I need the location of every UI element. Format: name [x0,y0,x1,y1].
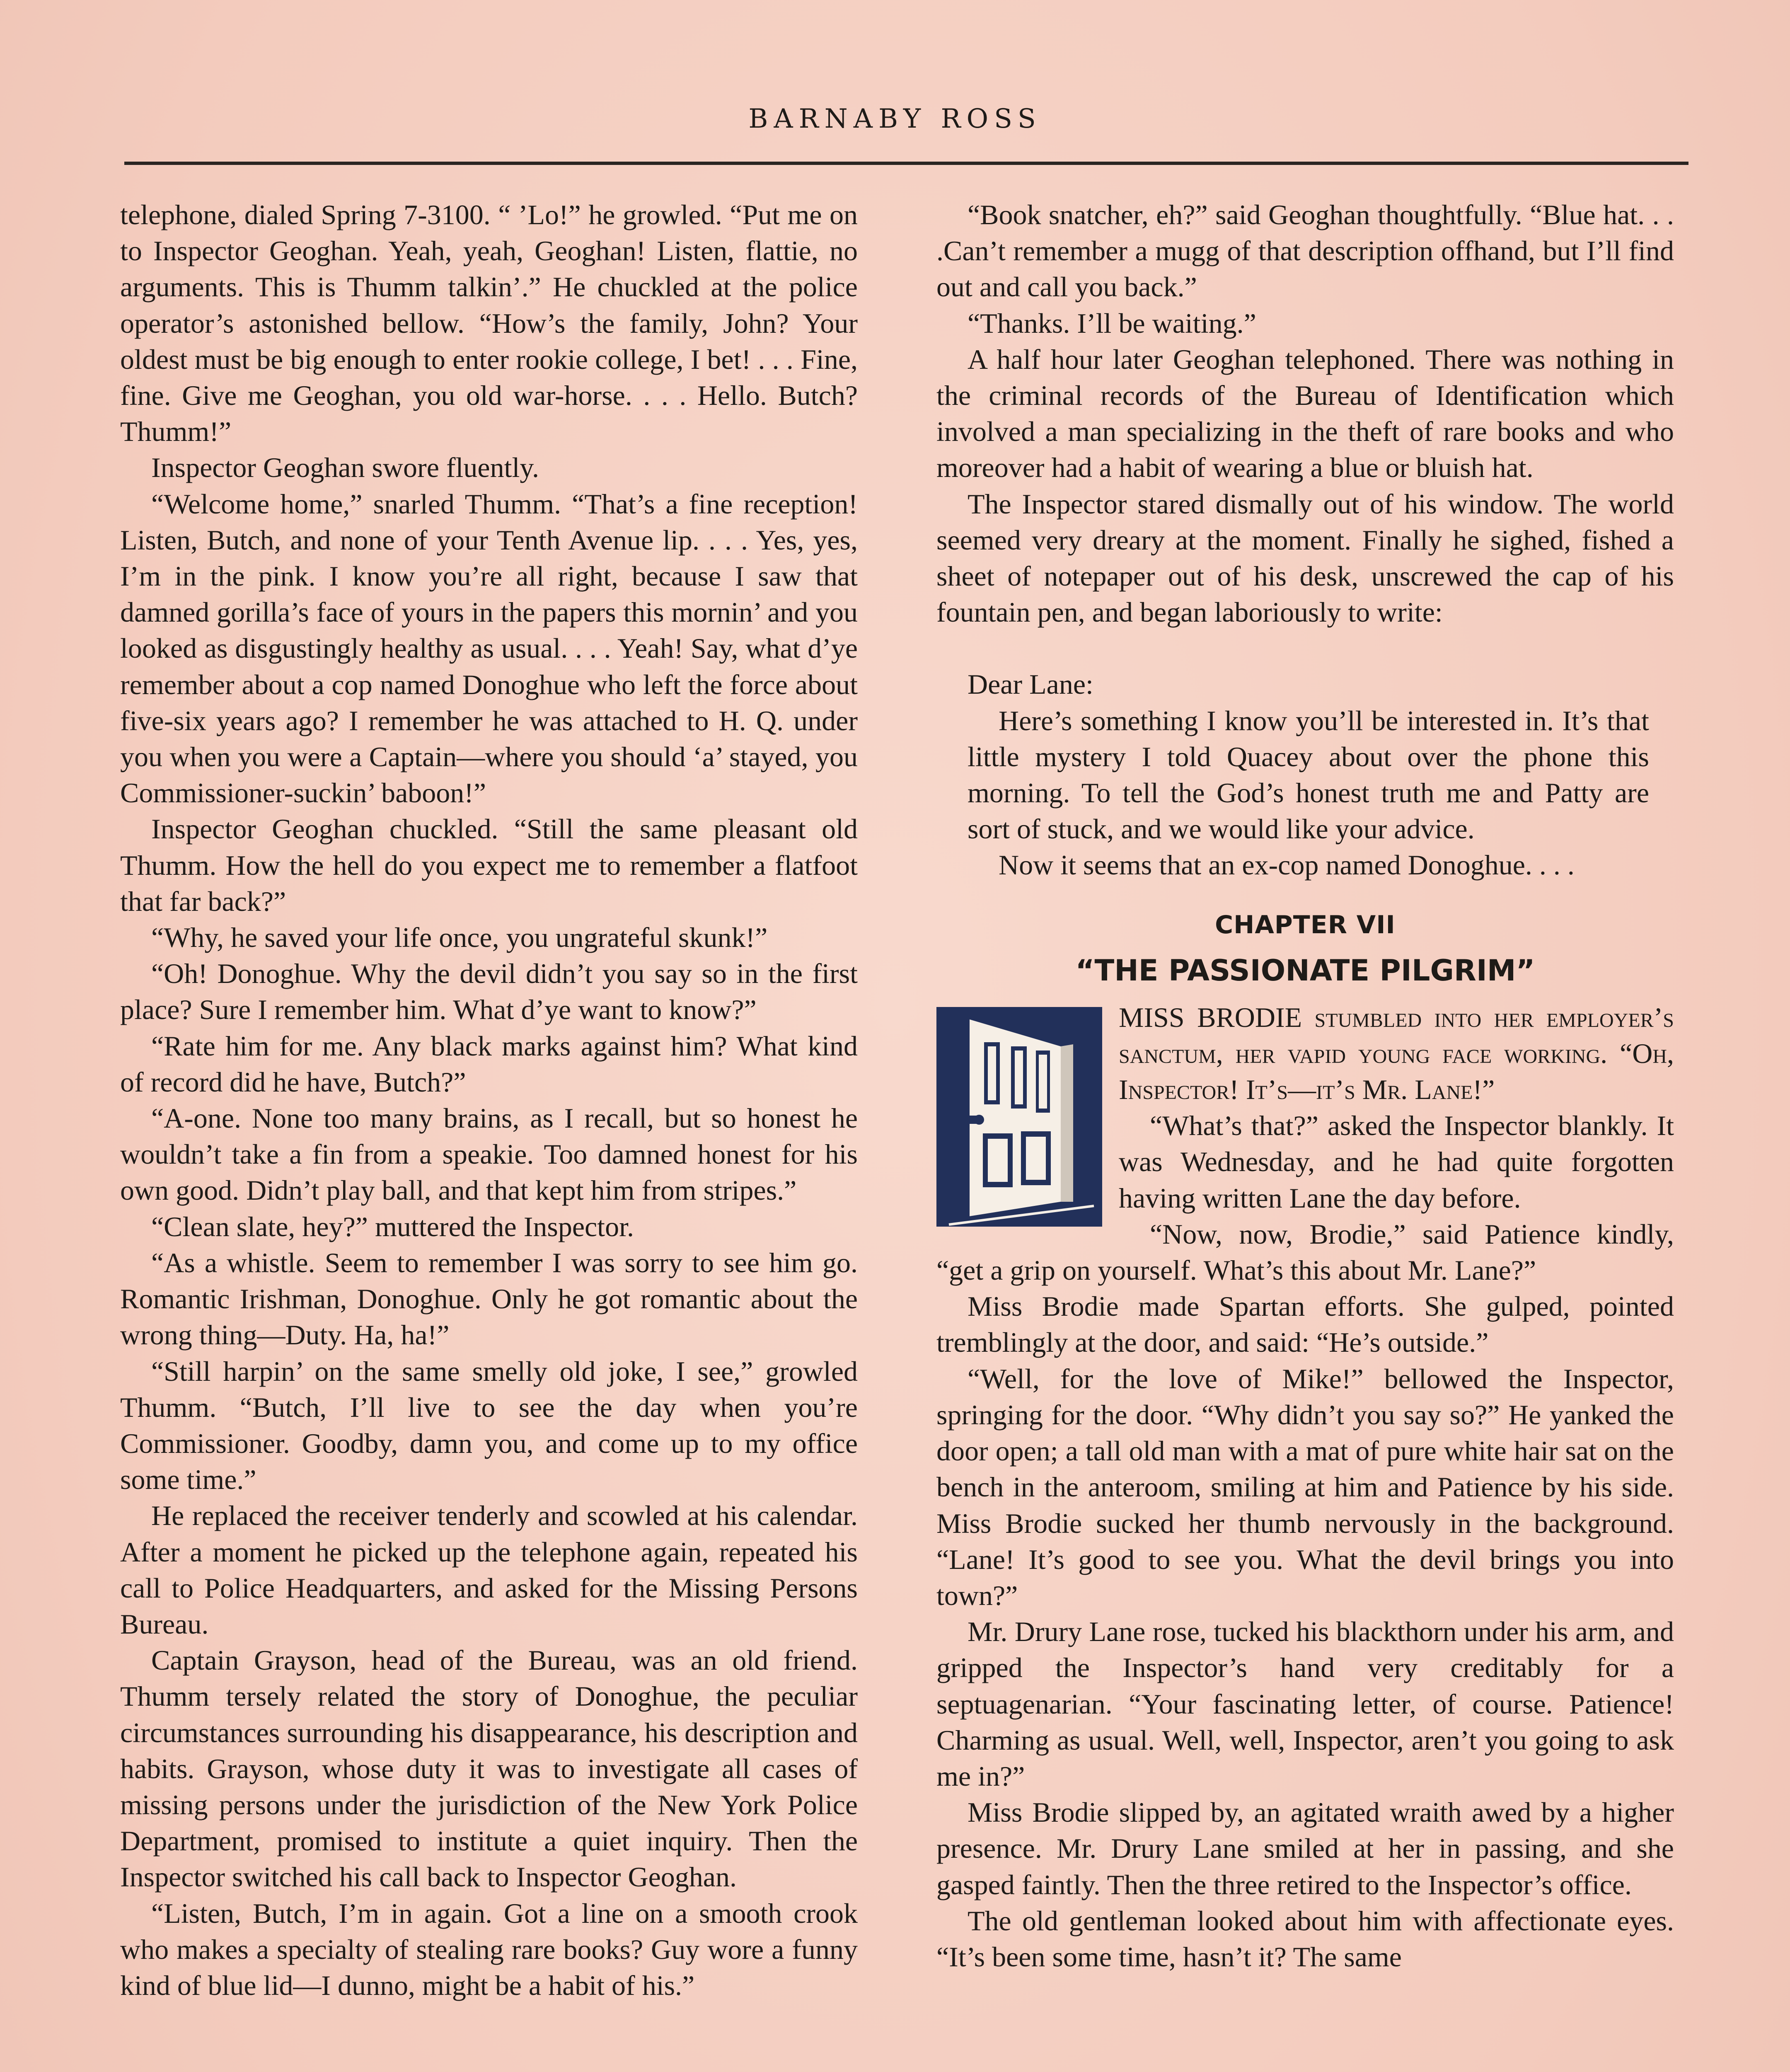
paragraph: Inspector Geoghan chuckled. “Still the same pleasant old Thumm. How the hell do you expect me to remember a flatfoot that far back?” [120,813,858,917]
paragraph: “Book snatcher, eh?” said Geoghan thoughtfully. “Blue hat. . . .Can’t remember a mugg of that description offhand, but I’ll find out and call you back.” [936,199,1674,303]
paragraph: “Still harpin’ on the same smelly old joke, I see,” growled Thumm. “Butch, I’ll live to see the day when you’re Commissioner. Goodby, damn you, and come up to my office some time.” [120,1355,858,1496]
paragraph: Captain Grayson, head of the Bureau, was an old friend. Thumm tersely related the story of Donoghue, the peculiar circumstances surrounding his disappearance, his description and habits. Grayson, whose duty it was to investigate all cases of missing persons under the jurisdiction of the New York Police Department, promised to institute a quiet inquiry. Then the Inspector switched his call back to Inspector Geoghan. [120,1644,858,1893]
paragraph: The old gentleman looked about him with affectionate eyes. “It’s been some time, hasn’t it? The same [936,1905,1674,1973]
door-dropcap-illustration [936,1007,1102,1227]
paragraph: “As a whistle. Seem to remember I was sorry to see him go. Romantic Irishman, Donoghue. Only he got romantic about the wrong thing—Duty. Ha, ha!” [120,1247,858,1351]
paragraph: telephone, dialed Spring 7-3100. “ ’Lo!” he growled. “Put me on to Inspector Geoghan. Yeah, yeah, Geoghan! Listen, flattie, no arguments. This is Thumm talkin’.” He chuckled at the police operator’s astonished bellow. “How’s the family, John? Your oldest must be big enough to enter rookie college, I bet! . . . Fine, fine. Give me Geoghan, you old war-horse. . . . Hello. Butch? Thumm!” [120,199,858,448]
running-head: BARNABY ROSS [748,104,1042,134]
paragraph: “A-one. None too many brains, as I recall, but so honest he wouldn’t take a fin from a speakie. Too damned honest for his own good. Didn’t play ball, and that kept him from stripes.” [120,1102,858,1206]
paragraph: “Rate him for me. Any black marks against him? What kind of record did he have, Butch?” [120,1030,858,1098]
header-rule [124,162,1688,165]
paragraph: Inspector Geoghan swore fluently. [151,452,539,484]
paragraph: The Inspector stared dismally out of his window. The world seemed very dreary at the moment. Finally he sighed, fished a sheet of notepaper out of his desk, unscrewed the cap of his fountain pen, and began laboriously to write: [936,488,1674,628]
paragraph: “Why, he saved your life once, you ungrateful skunk!” [151,922,768,954]
paragraph: “Thanks. I’ll be waiting.” [968,307,1256,339]
paragraph: Mr. Drury Lane rose, tucked his blackthorn under his arm, and gripped the Inspector’s hand very creditably for a septuagenarian. “Your fascinating letter, of course. Patience! Charming as usual. Well, well, Inspector, aren’t you going to ask me in?” [936,1616,1674,1792]
paragraph: “What’s that?” asked the Inspector blankly. It was Wednesday, and he had quite forgotten having written Lane the day before. [1119,1110,1674,1214]
paragraph: “Well, for the love of Mike!” bellowed the Inspector, springing for the door. “Why didn’t you say so?” He yanked the door open; a tall old man with a mat of pure white hair sat on the bench in the anteroom, smiling at him and Patience by his side. Miss Brodie sucked her thumb nervously in the background. “Lane! It’s good to see you. What the devil brings you into town?” [936,1363,1674,1611]
door-icon [936,1007,1102,1227]
paragraph: “Welcome home,” snarled Thumm. “That’s a fine reception! Listen, Butch, and none of your Tenth Avenue lip. . . . Yes, yes, I’m in the pink. I know you’re all right, because I saw that damned gorilla’s face of yours in the papers this mornin’ and you looked as disgustingly healthy as usual. . . . Yeah! Say, what d’ye remember about a cop named Donoghue who left the force about five-six years ago? I remember he was attached to H. Q. under you when you were a Captain—where you should ‘a’ stayed, you Commissioner-suckin’ baboon!” [120,488,858,809]
paragraph: He replaced the receiver tenderly and scowled at his calendar. After a moment he picked up the telephone again, repeated his call to Police Headquarters, and asked for the Missing Persons Bureau. [120,1500,858,1640]
letter-paragraph: Here’s something I know you’ll be interested in. It’s that little mystery I told Quacey about over the phone this morning. To tell the God’s honest truth me and Patty are sort of stuck, and we would like your advice. [968,704,1649,845]
quoted-letter [936,666,1674,883]
paragraph: A half hour later Geoghan telephoned. There was nothing in the criminal records of the Bureau of Identification which involved a man specializing in the theft of rare books and who moreover had a habit of wearing a blue or bluish hat. [936,343,1674,484]
letter-salutation: Dear Lane: [968,668,1093,700]
section-gap [936,630,1674,666]
chapter-opening-text: MISS BRODIE stumbled into her employer’s sanctum, her vapid young face working. “Oh, Inspector! It’s—it’s Mr. Lane!” [1119,1001,1674,1106]
paragraph: Miss Brodie slipped by, an agitated wraith awed by a higher presence. Mr. Drury Lane smiled at her in passing, and she gasped faintly. Then the three retired to the Inspector’s office. [936,1796,1674,1900]
chapter-title: “THE PASSIONATE PILGRIM” [1075,953,1535,988]
letter-paragraph: Now it seems that an ex-cop named Donoghue. . . . [999,849,1575,881]
paragraph: “Now, now, Brodie,” said Patience kindly, “get a grip on yourself. What’s this about Mr. Lane?” [936,1218,1674,1286]
paragraph: Miss Brodie made Spartan efforts. She gulped, pointed tremblingly at the door, and said: “He’s outside.” [936,1290,1674,1358]
paragraph: “Oh! Donoghue. Why the devil didn’t you say so in the first place? Sure I remember him. What d’ye want to know?” [120,958,858,1026]
right-column [936,197,1674,2072]
paragraph: “Clean slate, hey?” muttered the Inspector. [151,1210,634,1242]
left-column [120,197,858,2072]
paragraph: “Listen, Butch, I’m in again. Got a line on a smooth crook who makes a specialty of stealing rare books? Guy wore a funny kind of blue lid—I dunno, might be a habit of his.” [120,1897,858,2001]
chapter-number: CHAPTER VII [1215,910,1396,939]
